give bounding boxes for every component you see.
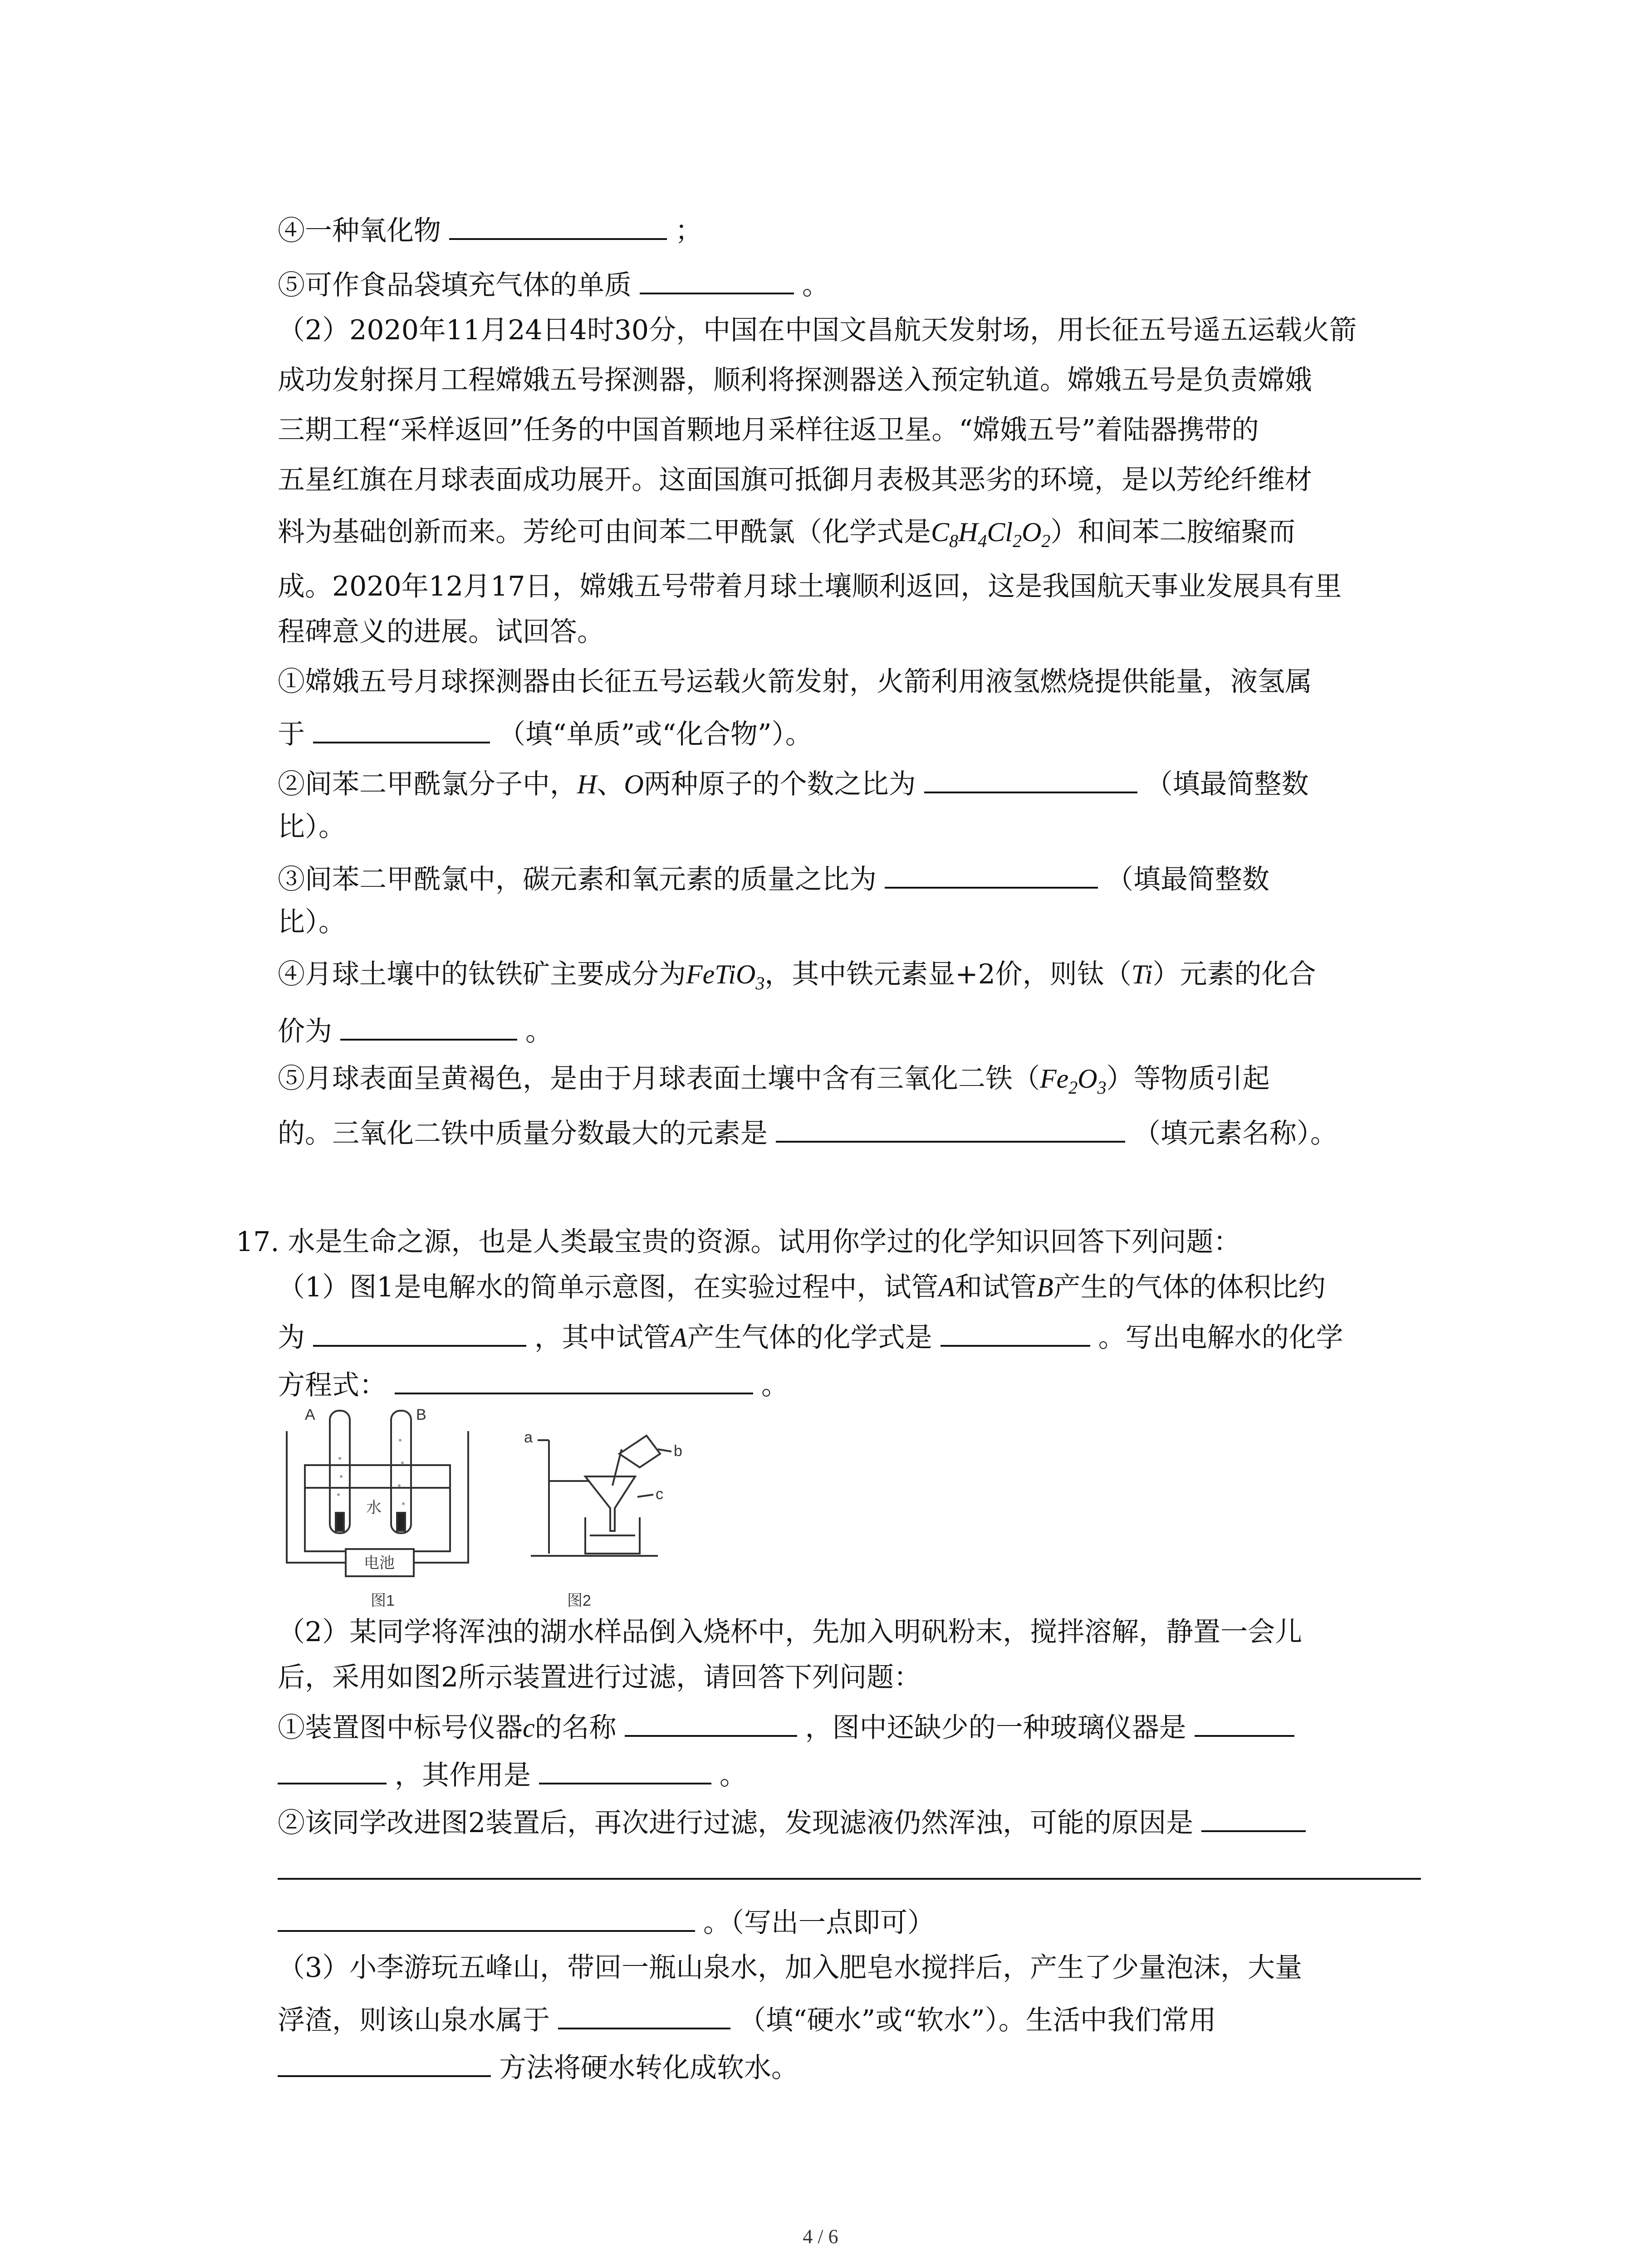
tube-b-label: B xyxy=(416,1406,426,1423)
answer-blank[interactable] xyxy=(340,1007,517,1041)
q17-p2-line2: 后，采用如图2所示装置进行过滤，请回答下列问题： xyxy=(278,1662,921,1693)
q16-p2-line2: 成功发射探月工程嫦娥五号探测器，顺利将探测器送入预定轨道。嫦娥五号是负责嫦娥 xyxy=(278,364,1312,396)
q17-s2-line3: 。（写出一点即可） xyxy=(278,1898,1439,1945)
q17-p3-line3: 方法将硬水转化成软水。 xyxy=(278,2043,1439,2090)
q17-p2-line1: （2）某同学将浑浊的湖水样品倒入烧杯中，先加入明矾粉末，搅拌溶解，静置一会儿 xyxy=(278,1616,1303,1648)
answer-blank[interactable] xyxy=(625,1703,797,1737)
q16-s1-line1: ①嫦娥五号月球探测器由长征五号运载火箭发射，火箭利用液氢燃烧提供能量，液氢属 xyxy=(278,666,1312,698)
q16-s3-line1: ③间苯二甲酰氯中，碳元素和氧元素的质量之比为 （填最简整数 xyxy=(278,855,1439,901)
q16-s2-line1: ②间苯二甲酰氯分子中，H、O两种原子的个数之比为 （填最简整数 xyxy=(278,760,1439,806)
answer-blank[interactable] xyxy=(395,1361,753,1394)
figure-1-caption: 图1 xyxy=(371,1592,395,1609)
q16-s3-line2: 比）。 xyxy=(278,906,346,938)
answer-blank[interactable] xyxy=(558,1996,730,2029)
answer-blank[interactable] xyxy=(640,261,794,294)
answer-blank[interactable] xyxy=(1195,1703,1294,1737)
q16-s2-line2: 比）。 xyxy=(278,811,346,843)
answer-blank[interactable] xyxy=(1201,1799,1306,1832)
q16-p2-line5: 料为基础创新而来。芳纶可由间苯二甲酰氯（化学式是$C_8H_4Cl_2O_2$）和间苯二胺缩聚而 xyxy=(278,516,1296,551)
answer-blank[interactable] xyxy=(885,855,1098,889)
question-number: 17. xyxy=(236,1226,279,1258)
q16-p2-line7: 程碑意义的进展。试回答。 xyxy=(278,616,604,648)
q17-s1-line2: ，其作用是 。 xyxy=(278,1751,1439,1797)
answer-blank[interactable] xyxy=(776,1109,1125,1143)
answer-blank[interactable] xyxy=(278,2043,491,2077)
q17-intro-line: 17. 水是生命之源，也是人类最宝贵的资源。试用你学过的化学知识回答下列问题： xyxy=(236,1226,1241,1258)
q16-s4-line1: ④月球土壤中的钛铁矿主要成分为FeTiO$_3$，其中铁元素显+2价，则钛（Ti）元素的化合 xyxy=(278,958,1316,993)
answer-blank[interactable] xyxy=(924,760,1137,793)
q16-s5-line2: 的。三氧化二铁中质量分数最大的元素是 （填元素名称）。 xyxy=(278,1109,1439,1155)
water-label: 水 xyxy=(366,1499,382,1516)
q16-p2-line4: 五星红旗在月球表面成功展开。这面国旗可抵御月表极其恶劣的环境，是以芳纶纤维材 xyxy=(278,464,1312,496)
figure-1-electrolysis xyxy=(278,1399,477,1617)
answer-blank[interactable] xyxy=(941,1313,1090,1347)
tube-a-label: A xyxy=(305,1406,315,1423)
q17-p1-line3: 方程式： 。 xyxy=(278,1361,1439,1407)
q17-s1-line1: ①装置图中标号仪器c的名称 ，图中还缺少的一种玻璃仪器是 xyxy=(278,1703,1439,1750)
q16-s4-line2: 价为 。 xyxy=(278,1007,1439,1053)
page-number: 4 / 6 xyxy=(803,2225,838,2248)
q16-item5-line: ⑤可作食品袋填充气体的单质 。 xyxy=(278,261,1439,307)
battery-label: 电池 xyxy=(364,1554,395,1572)
answer-blank[interactable] xyxy=(539,1751,711,1784)
answer-blank[interactable] xyxy=(449,206,667,240)
apparatus-a-label: a xyxy=(524,1429,533,1446)
answer-blank[interactable] xyxy=(313,1313,526,1347)
answer-blank[interactable] xyxy=(278,1751,387,1784)
answer-blank[interactable] xyxy=(278,1898,695,1932)
q16-p2-line6: 成。2020年12月17日，嫦娥五号带着月球土壤顺利返回，这是我国航天事业发展具有里 xyxy=(278,571,1342,602)
apparatus-b-label: b xyxy=(674,1442,682,1460)
q17-p1-line2: 为 ，其中试管A产生气体的化学式是 。写出电解水的化学 xyxy=(278,1313,1439,1359)
q17-p1-line1: （1）图1是电解水的简单示意图，在实验过程中，试管A和试管B产生的气体的体积比约 xyxy=(278,1271,1326,1303)
q17-s2-line1: ②该同学改进图2装置后，再次进行过滤，发现滤液仍然浑浊，可能的原因是 xyxy=(278,1799,1439,1845)
q16-p2-line1: （2）2020年11月24日4时30分，中国在中国文昌航天发射场，用长征五号遥五运载火箭 xyxy=(278,314,1357,346)
answer-blank[interactable] xyxy=(313,710,490,743)
figure-2-caption: 图2 xyxy=(567,1592,591,1609)
q17-p3-line2: 浮渣，则该山泉水属于 （填“硬水”或“软水”）。生活中我们常用 xyxy=(278,1996,1439,2042)
answer-line[interactable] xyxy=(278,1878,1421,1880)
q16-p2-line3: 三期工程“采样返回”任务的中国首颗地月采样往返卫星。“嫦娥五号”着陆器携带的 xyxy=(278,414,1259,446)
q16-s1-line2: 于 （填“单质”或“化合物”）。 xyxy=(278,710,1439,756)
q17-p3-line1: （3）小李游玩五峰山，带回一瓶山泉水，加入肥皂水搅拌后，产生了少量泡沫，大量 xyxy=(278,1952,1303,1984)
q16-item4-line: ④一种氧化物 ； xyxy=(278,206,1439,253)
figure-2-filtration xyxy=(522,1399,712,1617)
apparatus-c-label: c xyxy=(656,1486,663,1503)
q16-s5-line1: ⑤月球表面呈黄褐色，是由于月球表面土壤中含有三氧化二铁$(Fe_2O_3)$等物质引起 xyxy=(278,1063,1270,1098)
